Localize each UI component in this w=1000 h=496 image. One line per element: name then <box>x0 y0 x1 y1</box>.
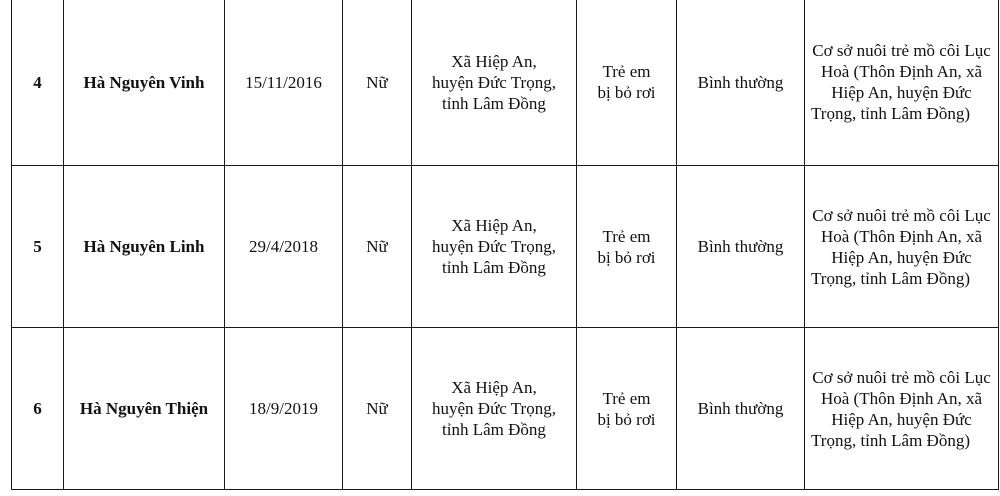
health-status: Bình thường <box>677 328 805 490</box>
origin-address: Xã Hiệp An, huyện Đức Trọng, tỉnh Lâm Đồng <box>412 328 577 490</box>
gender: Nữ <box>343 328 412 490</box>
row-number: 5 <box>12 166 64 328</box>
date-of-birth: 18/9/2019 <box>225 328 343 490</box>
health-status: Bình thường <box>677 0 805 166</box>
health-status: Bình thường <box>677 166 805 328</box>
circumstance: Trẻ em bị bỏ rơi <box>577 166 677 328</box>
gender: Nữ <box>343 166 412 328</box>
children-records-table <box>11 0 999 490</box>
origin-address: Xã Hiệp An, huyện Đức Trọng, tỉnh Lâm Đồng <box>412 166 577 328</box>
care-facility: Cơ sở nuôi trẻ mồ côi Lục Hoà (Thôn Định An, xã Hiệp An, huyện Đức Trọng, tỉnh Lâm Đồng) <box>805 328 999 490</box>
date-of-birth: 29/4/2018 <box>225 166 343 328</box>
table-row <box>12 328 999 490</box>
child-name: Hà Nguyên Thiện <box>64 328 225 490</box>
care-facility: Cơ sở nuôi trẻ mồ côi Lục Hoà (Thôn Định An, xã Hiệp An, huyện Đức Trọng, tỉnh Lâm Đồng) <box>805 166 999 328</box>
child-name: Hà Nguyên Vinh <box>64 0 225 166</box>
circumstance: Trẻ em bị bỏ rơi <box>577 0 677 166</box>
child-name: Hà Nguyên Linh <box>64 166 225 328</box>
circumstance: Trẻ em bị bỏ rơi <box>577 328 677 490</box>
gender: Nữ <box>343 0 412 166</box>
row-number: 6 <box>12 328 64 490</box>
table-row <box>12 0 999 166</box>
table-row <box>12 166 999 328</box>
care-facility: Cơ sở nuôi trẻ mồ côi Lục Hoà (Thôn Định An, xã Hiệp An, huyện Đức Trọng, tỉnh Lâm Đồng) <box>805 0 999 166</box>
row-number: 4 <box>12 0 64 166</box>
date-of-birth: 15/11/2016 <box>225 0 343 166</box>
origin-address: Xã Hiệp An, huyện Đức Trọng, tỉnh Lâm Đồng <box>412 0 577 166</box>
